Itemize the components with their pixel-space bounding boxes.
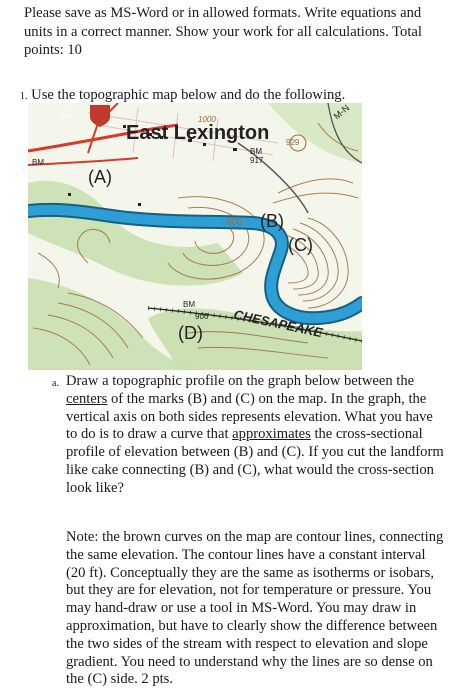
elevation-917-label: 917: [250, 156, 264, 165]
part-a-underlined-centers: centers: [66, 390, 108, 407]
corner-label: M-N: [331, 103, 352, 122]
chesapeake-label: CHESAPEAKE: [232, 306, 324, 341]
question-1-text: Use the topographic map below and do the following.: [31, 87, 346, 103]
elevation-900-label: 900: [226, 217, 243, 228]
note-paragraph: Note: the brown curves on the map are contour lines, connecting the same elevation. The contour lines have a constant interval (20 ft). Conceptually they are the same as isotherms or isobars, but they are for elevation, not for temperature or pressure. You may hand-draw or use a tool in MS-Word. You may draw in approximation, but have to clearly show the difference between the two sides of the stream with respect to elevation and slope gradient. You need to understand why the lines are so dense on the (C) side. 2 pts.: [66, 529, 444, 688]
part-a-letter: a.: [52, 378, 59, 389]
instructions-paragraph: Please save as MS-Word or in allowed formats. Write equations and units in a correct manner. Show your work for all calculations. Total points: 10: [24, 5, 422, 58]
topographic-map: [28, 103, 362, 370]
part-a: [52, 373, 444, 498]
bm-top-label: BM: [250, 147, 262, 156]
mark-b: (B): [260, 211, 284, 231]
elevation-1000-label: 1000: [198, 115, 216, 124]
mark-d: (D): [178, 323, 203, 343]
route-39-label: 39: [63, 104, 72, 113]
elevation-906-label: 906: [195, 312, 209, 321]
elevation-929-label: 929: [286, 138, 300, 147]
mark-a: (A): [88, 167, 112, 187]
mark-c: (C): [288, 235, 313, 255]
part-a-text-3: the cross-sectional profile of elevation between (B) and (C). If you cut the landform like cake connecting (B) and (C), what would the cross-section look like?: [66, 426, 444, 496]
part-a-text-2: of the marks (B) and (C) on the map. In the graph, the vertical axis on both sides represents elevation. What you have to do is to draw a curve that: [66, 390, 433, 443]
east-lexington-label: East Lexington: [126, 122, 270, 144]
bm-bottom-label: BM: [183, 300, 195, 309]
part-a-text-1: Draw a topographic profile on the graph below between the: [66, 373, 415, 389]
question-1-number: 1.: [20, 91, 28, 102]
bm-left-label: BM: [32, 158, 44, 167]
route-631-label: 631: [62, 113, 74, 120]
part-a-underlined-approximates: approximates: [232, 426, 311, 443]
